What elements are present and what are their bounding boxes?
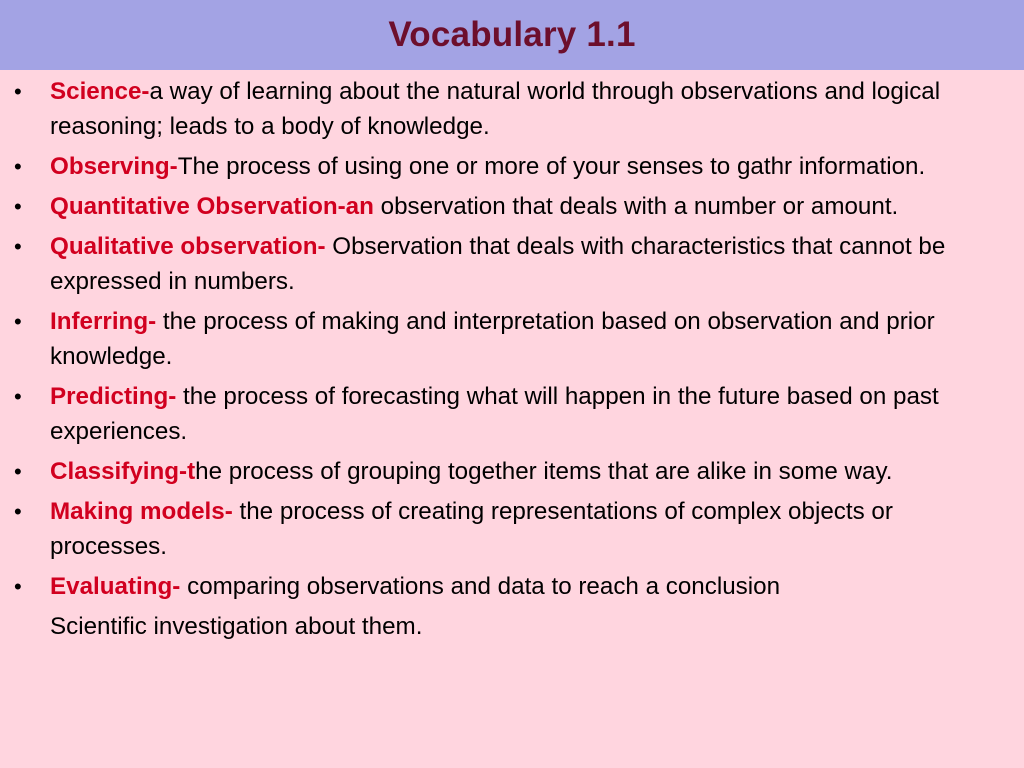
term-label: Classifying-t (50, 458, 196, 485)
bullet-icon: • (14, 574, 22, 599)
term-definition: a way of learning about the natural world through observations and logical reasoning; leads to a body of knowledge. (50, 78, 941, 140)
bullet-icon: • (14, 459, 22, 484)
term-label: Observing- (50, 153, 178, 180)
slide-header (0, 0, 1024, 70)
bullet-icon: • (14, 79, 22, 104)
term-definition: the process of forecasting what will happen in the future based on past experiences. (50, 383, 939, 445)
bullet-icon: • (14, 384, 22, 409)
list-item-inferring (0, 304, 1024, 374)
term-definition: Observation that deals with characteristics that cannot be expressed in numbers. (50, 233, 946, 295)
list-item-quantitative-observation (0, 189, 1024, 224)
list-item-making-models (0, 494, 1024, 564)
term-label: Quantitative Observation-an (50, 193, 374, 220)
list-item-observing (0, 149, 1024, 184)
list-item-qualitative-observation (0, 229, 1024, 299)
list-item-classifying (0, 454, 1024, 489)
term-label: Science- (50, 78, 150, 105)
slide-title: Vocabulary 1.1 (388, 15, 636, 54)
term-definition: he process of grouping together items that are alike in some way. (195, 458, 893, 485)
list-item-science (0, 74, 1024, 144)
term-label: Inferring- (50, 308, 157, 335)
list-item-predicting (0, 379, 1024, 449)
term-label: Predicting- (50, 383, 177, 410)
bullet-icon: • (14, 309, 22, 334)
bullet-icon: • (14, 234, 22, 259)
slide-content (0, 74, 1024, 644)
term-definition: The process of using one or more of your senses to gathr information. (177, 153, 926, 180)
term-label: Evaluating- (50, 573, 181, 600)
term-definition: the process of making and interpretation based on observation and prior knowledge. (50, 308, 935, 370)
bullet-icon: • (14, 194, 22, 219)
continuation-text: Scientific investigation about them. (50, 613, 423, 640)
term-label: Making models- (50, 498, 233, 525)
bullet-icon: • (14, 499, 22, 524)
term-definition: comparing observations and data to reach a conclusion (180, 573, 781, 600)
vocabulary-list (0, 74, 1024, 604)
list-item-evaluating (0, 569, 1024, 604)
term-definition: observation that deals with a number or amount. (373, 193, 899, 220)
bullet-icon: • (14, 154, 22, 179)
term-definition: the process of creating representations of complex objects or processes. (50, 498, 893, 560)
term-label: Qualitative observation- (50, 233, 326, 260)
